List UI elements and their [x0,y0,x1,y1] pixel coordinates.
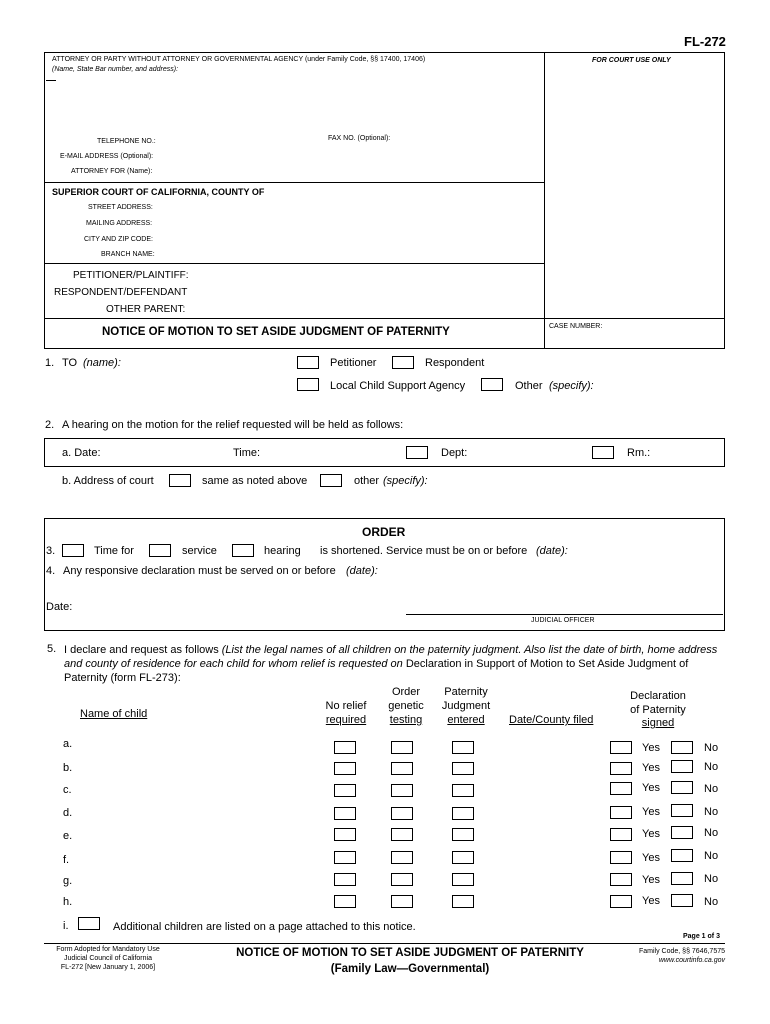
footer-code: Family Code, §§ 7646,7575 [639,948,725,955]
genetic-testing-checkbox[interactable] [391,828,413,841]
attorney-for-label: ATTORNEY FOR (Name): [71,168,153,175]
no-checkbox[interactable] [671,781,693,794]
item5-italic: (List the legal names of all children on the paternity judgment. Also list the date of birth, home address and county of residence for each child for whom relief is requested on [64,644,718,670]
yes-label: Yes [642,874,660,886]
judgment-entered-checkbox[interactable] [452,873,474,886]
yes-label: Yes [642,762,660,774]
item4-number: 4. [46,565,56,577]
other-parent-label: OTHER PARENT: [106,304,186,315]
col-no-relief-2: required [325,714,367,726]
judicial-officer-label: JUDICIAL OFFICER [531,617,595,624]
mailing-label: MAILING ADDRESS: [86,220,153,227]
item2-text: A hearing on the motion for the relief requested will be held as follows: [62,419,404,431]
judgment-entered-checkbox[interactable] [452,851,474,864]
row-letter: c. [63,784,72,796]
col-no-relief-1: No relief [325,700,367,712]
responsive-date: (date): [346,565,378,577]
no-label: No [704,896,719,908]
yes-checkbox[interactable] [610,782,632,795]
form-title: NOTICE OF MOTION TO SET ASIDE JUDGMENT OF PATERNITY [102,326,450,338]
no-relief-checkbox[interactable] [334,873,356,886]
additional-children-label: Additional children are listed on a page attached to this notice. [113,921,416,933]
row-letter: g. [63,875,73,887]
yes-checkbox[interactable] [610,741,632,754]
genetic-testing-checkbox[interactable] [391,741,413,754]
item1-to: TO [62,357,78,369]
no-label: No [704,873,719,885]
same-address-checkbox[interactable] [169,474,191,487]
no-relief-checkbox[interactable] [334,895,356,908]
additional-children-checkbox[interactable] [78,917,100,930]
hearing-dept-label: Dept: [441,447,468,459]
footer-adopted: Form Adopted for Mandatory Use [56,946,160,953]
item3-number: 3. [46,545,56,557]
yes-label: Yes [642,852,660,864]
genetic-testing-checkbox[interactable] [391,762,413,775]
col-declaration-3: signed [641,717,675,729]
shortened-text: is shortened. Service must be on or before [320,545,528,557]
yes-label: Yes [642,895,660,907]
yes-label: Yes [642,828,660,840]
order-heading: ORDER [362,525,406,539]
footer-revision: FL-272 [New January 1, 2006] [60,964,156,971]
court-use-label: FOR COURT USE ONLY [592,57,671,64]
court-title: SUPERIOR COURT OF CALIFORNIA, COUNTY OF [52,187,265,197]
footer-council: Judicial Council of California [64,955,152,962]
item5-number: 5. [47,643,57,655]
yes-checkbox[interactable] [610,873,632,886]
no-relief-checkbox[interactable] [334,807,356,820]
col-declaration-1: Declaration [630,690,686,702]
yes-checkbox[interactable] [610,762,632,775]
row-letter: d. [63,807,73,819]
respondent-checkbox[interactable] [392,356,414,369]
item5-lead: I declare and request as follows [64,644,219,656]
order-date-label: Date: [46,601,73,613]
no-relief-checkbox[interactable] [334,851,356,864]
genetic-testing-checkbox[interactable] [391,784,413,797]
yes-checkbox[interactable] [610,806,632,819]
col-paternity-1: Paternity [444,686,488,698]
branch-label: BRANCH NAME: [101,251,155,258]
attorney-label: ATTORNEY OR PARTY WITHOUT ATTORNEY OR GOVERNMENTAL AGENCY (under Family Code, §§ 17400, 17406) [52,56,426,63]
other-address-checkbox[interactable] [320,474,342,487]
judgment-entered-checkbox[interactable] [452,828,474,841]
footer-subtitle: (Family Law—Governmental) [330,963,490,975]
item5-paragraph [64,643,724,685]
judgment-entered-checkbox[interactable] [452,807,474,820]
yes-checkbox[interactable] [610,895,632,908]
shortened-date: (date): [536,545,568,557]
no-label: No [704,742,719,754]
other-specify: (specify): [549,380,594,392]
item1-number: 1. [45,357,55,369]
yes-checkbox[interactable] [610,828,632,841]
judgment-entered-checkbox[interactable] [452,895,474,908]
no-relief-checkbox[interactable] [334,828,356,841]
hearing-checkbox[interactable] [232,544,254,557]
yes-label: Yes [642,806,660,818]
fax-label: FAX NO. (Optional): [328,135,391,142]
other-option: Other [515,380,543,392]
no-checkbox[interactable] [671,826,693,839]
hearing-rm-label: Rm.: [627,447,651,459]
col-order-3: testing [389,714,423,726]
genetic-testing-checkbox[interactable] [391,873,413,886]
no-checkbox[interactable] [671,741,693,754]
no-label: No [704,806,719,818]
no-label: No [704,761,719,773]
no-checkbox[interactable] [671,804,693,817]
no-checkbox[interactable] [671,849,693,862]
no-relief-checkbox[interactable] [334,741,356,754]
col-order-1: Order [391,686,421,698]
row-i-letter: i. [63,920,69,932]
item1-name: (name): [83,357,121,369]
row-letter: h. [63,896,73,908]
other-checkbox[interactable] [481,378,503,391]
yes-label: Yes [642,742,660,754]
form-number: FL-272 [684,34,726,49]
item5-tail: Declaration in Support of Motion to Set Aside Judgment of Paternity (form FL-273): [64,658,689,684]
page-number: Page 1 of 3 [683,933,720,940]
agency-checkbox[interactable] [297,378,319,391]
footer-title: NOTICE OF MOTION TO SET ASIDE JUDGMENT OF PATERNITY [236,947,584,959]
respondent-label: RESPONDENT/DEFENDANT [54,287,188,298]
item2-number: 2. [45,419,55,431]
hearing-label: hearing [264,545,301,557]
genetic-testing-checkbox[interactable] [391,807,413,820]
case-number-label: CASE NUMBER: [549,323,603,330]
petitioner-checkbox[interactable] [297,356,319,369]
no-checkbox[interactable] [671,894,693,907]
no-label: No [704,783,719,795]
time-for-label: Time for [94,545,134,557]
telephone-label: TELEPHONE NO.: [97,138,156,145]
footer-site[interactable]: www.courtinfo.ca.gov [658,957,725,964]
yes-checkbox[interactable] [610,851,632,864]
no-relief-checkbox[interactable] [334,762,356,775]
address-court-label: b. Address of court [62,475,154,487]
col-declaration-2: of Paternity [630,704,686,716]
city-zip-label: CITY AND ZIP CODE: [84,236,153,243]
genetic-testing-checkbox[interactable] [391,851,413,864]
other-address-label: other [354,475,380,487]
col-name-of-child: Name of child [80,708,148,720]
hearing-date-label: a. Date: [62,447,101,459]
petitioner-option: Petitioner [330,357,377,369]
hearing-time-label: Time: [233,447,261,459]
service-label: service [182,545,217,557]
col-paternity-3: entered [447,714,485,726]
col-paternity-2: Judgment [441,700,491,712]
row-letter: e. [63,830,73,842]
judgment-entered-checkbox[interactable] [452,784,474,797]
agency-option: Local Child Support Agency [330,380,466,392]
respondent-option: Respondent [425,357,485,369]
service-checkbox[interactable] [149,544,171,557]
street-label: STREET ADDRESS: [88,204,153,211]
email-label: E-MAIL ADDRESS (Optional): [60,153,154,160]
time-for-checkbox[interactable] [62,544,84,557]
other-address-specify: (specify): [383,475,428,487]
judgment-entered-checkbox[interactable] [452,741,474,754]
no-checkbox[interactable] [671,872,693,885]
yes-label: Yes [642,782,660,794]
row-letter: b. [63,762,73,774]
responsive-text: Any responsive declaration must be served on or before [63,565,336,577]
genetic-testing-checkbox[interactable] [391,895,413,908]
no-label: No [704,850,719,862]
same-address-label: same as noted above [202,475,308,487]
col-date-county: Date/County filed [509,714,594,726]
row-letter: a. [63,738,73,750]
no-label: No [704,827,719,839]
col-order-2: genetic [388,700,424,712]
petitioner-label: PETITIONER/PLAINTIFF: [73,270,189,281]
rm-checkbox[interactable] [592,446,614,459]
no-checkbox[interactable] [671,760,693,773]
attorney-sub: (Name, State Bar number, and address): [52,66,179,73]
judgment-entered-checkbox[interactable] [452,762,474,775]
no-relief-checkbox[interactable] [334,784,356,797]
dept-checkbox[interactable] [406,446,428,459]
row-letter: f. [63,854,70,866]
